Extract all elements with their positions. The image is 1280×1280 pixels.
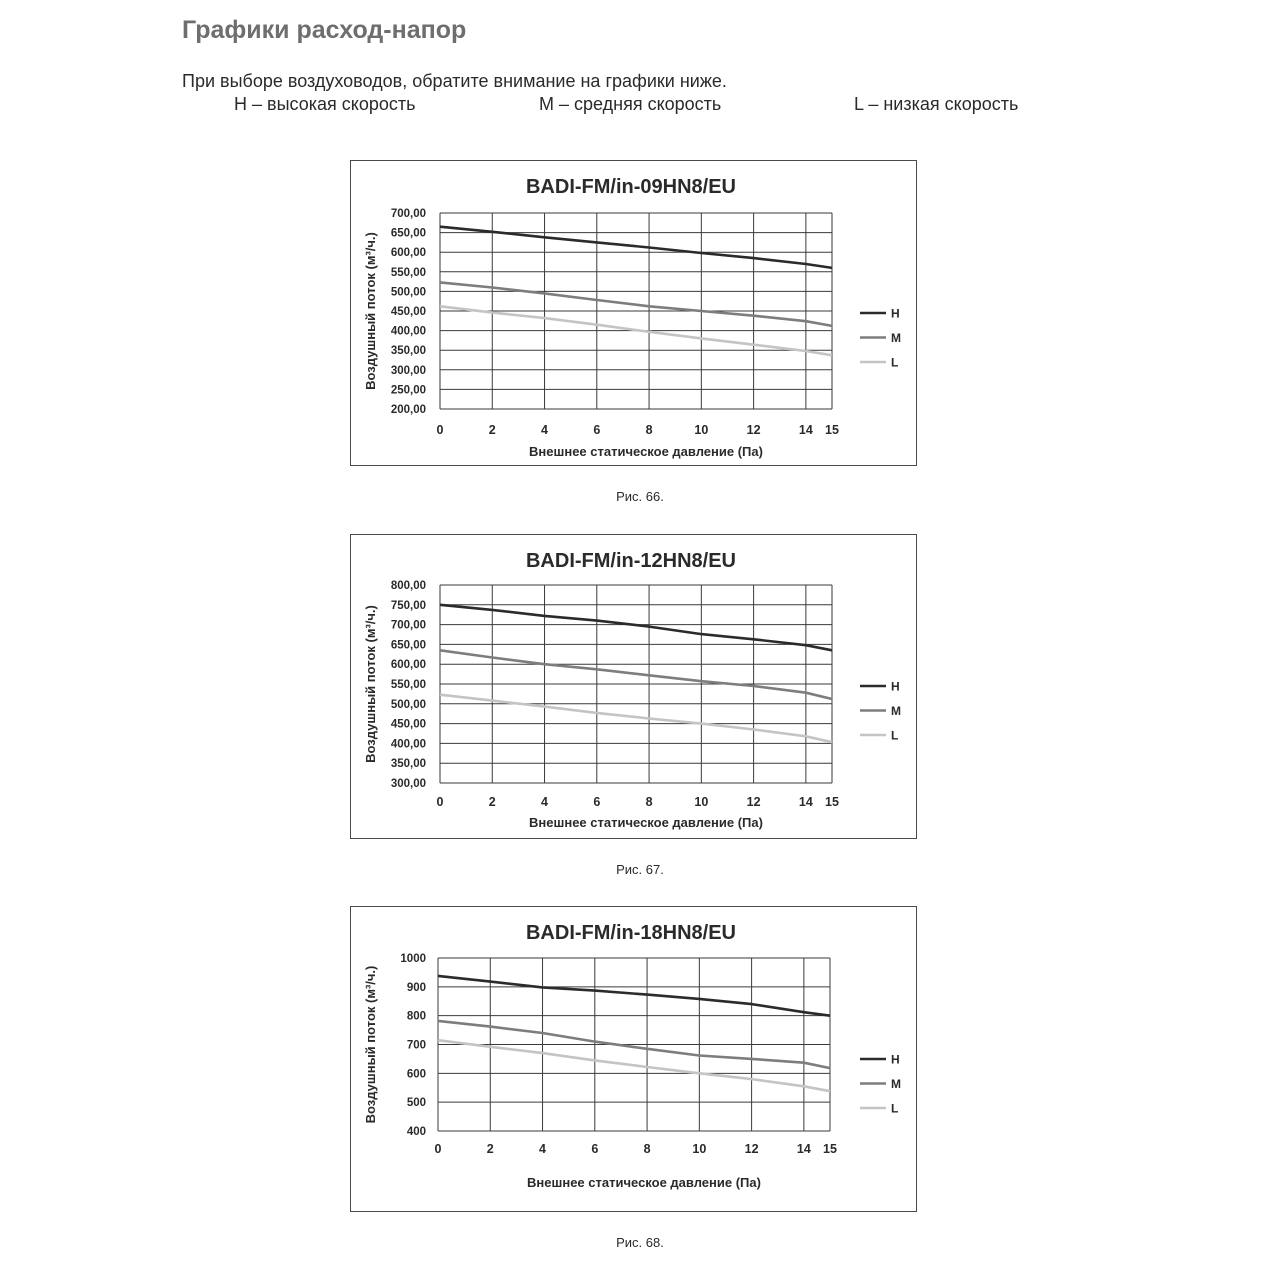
legend-label-h: H — [891, 1052, 900, 1067]
y-axis-label: Воздушный поток (м³/ч.) — [363, 232, 378, 390]
x-tick-label: 14 — [796, 1142, 811, 1156]
x-tick-label: 8 — [645, 423, 653, 437]
intro-text: При выборе воздуховодов, обратите внимание на графики ниже. — [182, 71, 727, 91]
series-line-l — [440, 695, 832, 743]
x-tick-label: 12 — [744, 1142, 759, 1156]
x-tick-label: 14 — [798, 423, 813, 437]
y-tick-label: 500,00 — [390, 698, 426, 711]
y-tick-label: 700,00 — [390, 208, 426, 220]
caption-fig-66: Рис. 66. — [616, 489, 664, 504]
y-tick-label: 450,00 — [390, 718, 426, 731]
x-tick-label: 6 — [593, 423, 601, 437]
x-tick-label: 14 — [798, 795, 813, 809]
chart-18hn8 — [350, 906, 917, 1212]
x-tick-label: 10 — [692, 1142, 707, 1156]
chart-grid — [438, 958, 830, 1131]
y-tick-label: 1000 — [400, 953, 426, 965]
y-tick-label: 800 — [406, 1010, 426, 1023]
series-line-m — [440, 650, 832, 699]
x-tick-label: 4 — [541, 795, 549, 809]
chart-12hn8 — [350, 534, 917, 839]
chart-title: BADI-FM/in-09HN8/EU — [525, 176, 737, 198]
y-tick-label: 200,00 — [390, 404, 426, 416]
legend-label-m: M — [891, 704, 901, 718]
x-tick-label: 4 — [539, 1142, 547, 1156]
speed-legend-medium: M – средняя скорость — [539, 94, 722, 114]
chart-18hn8-svg — [351, 907, 916, 1211]
legend-label-m: M — [891, 331, 901, 345]
y-axis-label: Воздушный поток (м³/ч.) — [363, 605, 378, 763]
x-tick-label: 15 — [825, 423, 839, 437]
y-axis-label: Воздушный поток (м³/ч.) — [363, 965, 378, 1124]
y-tick-label: 650,00 — [390, 227, 426, 240]
y-tick-label: 650,00 — [390, 639, 426, 652]
y-tick-label: 800,00 — [390, 580, 426, 592]
y-tick-label: 550,00 — [390, 679, 426, 691]
x-tick-label: 0 — [436, 795, 444, 809]
y-tick-label: 700 — [406, 1039, 426, 1052]
x-tick-label: 2 — [486, 1142, 494, 1156]
y-tick-label: 600,00 — [390, 659, 426, 672]
x-tick-label: 6 — [591, 1142, 599, 1156]
y-tick-label: 350,00 — [390, 345, 426, 358]
y-tick-label: 550,00 — [390, 266, 426, 279]
chart-12hn8-svg — [351, 535, 916, 838]
x-tick-label: 10 — [694, 423, 709, 437]
y-tick-label: 250,00 — [390, 384, 426, 397]
legend-label-l: L — [891, 728, 899, 743]
caption-fig-67: Рис. 67. — [616, 862, 664, 877]
legend-label-l: L — [891, 355, 899, 370]
page-title: Графики расход-напор — [182, 16, 467, 44]
y-tick-label: 300,00 — [390, 778, 426, 790]
chart-09hn8 — [350, 160, 917, 466]
y-tick-label: 400,00 — [390, 738, 426, 751]
x-tick-label: 0 — [434, 1142, 442, 1156]
chart-09hn8-svg — [351, 161, 916, 465]
x-axis-label: Внешнее статическое давление (Па) — [529, 815, 763, 830]
x-axis-label: Внешнее статическое давление (Па) — [529, 444, 763, 459]
legend-label-l: L — [891, 1101, 899, 1116]
x-tick-label: 15 — [825, 795, 839, 809]
x-tick-label: 12 — [746, 423, 761, 437]
legend-label-h: H — [891, 679, 900, 694]
y-tick-label: 350,00 — [390, 758, 426, 771]
y-tick-label: 700,00 — [390, 619, 426, 632]
y-tick-label: 300,00 — [390, 364, 426, 377]
y-tick-label: 600 — [406, 1068, 426, 1081]
speed-legend-high: H – высокая скорость — [234, 94, 416, 114]
chart-title: BADI-FM/in-18HN8/EU — [525, 922, 737, 944]
x-tick-label: 0 — [436, 423, 444, 437]
y-tick-label: 400 — [406, 1126, 426, 1138]
series-line-h — [440, 605, 832, 651]
chart-grid — [440, 585, 832, 783]
x-tick-label: 10 — [694, 795, 709, 809]
x-tick-label: 2 — [488, 423, 496, 437]
series-line-h — [438, 976, 830, 1016]
x-tick-label: 2 — [488, 795, 496, 809]
x-tick-label: 4 — [541, 423, 549, 437]
legend-label-h: H — [891, 306, 900, 321]
speed-legend-low: L – низкая скорость — [854, 94, 1019, 114]
legend-label-m: M — [891, 1077, 901, 1091]
x-tick-label: 8 — [645, 795, 653, 809]
x-tick-label: 12 — [746, 795, 761, 809]
y-tick-label: 500,00 — [390, 286, 426, 299]
y-tick-label: 750,00 — [390, 599, 426, 612]
y-tick-label: 900 — [406, 981, 426, 994]
y-tick-label: 400,00 — [390, 325, 426, 338]
y-tick-label: 600,00 — [390, 247, 426, 260]
chart-grid — [440, 213, 832, 409]
y-tick-label: 500 — [406, 1097, 426, 1110]
caption-fig-68: Рис. 68. — [616, 1235, 664, 1250]
x-axis-label: Внешнее статическое давление (Па) — [527, 1175, 761, 1190]
x-tick-label: 15 — [823, 1142, 837, 1156]
x-tick-label: 8 — [643, 1142, 651, 1156]
x-tick-label: 6 — [593, 795, 601, 809]
chart-title: BADI-FM/in-12HN8/EU — [525, 550, 737, 572]
y-tick-label: 450,00 — [390, 306, 426, 318]
series-line-m — [440, 282, 832, 326]
